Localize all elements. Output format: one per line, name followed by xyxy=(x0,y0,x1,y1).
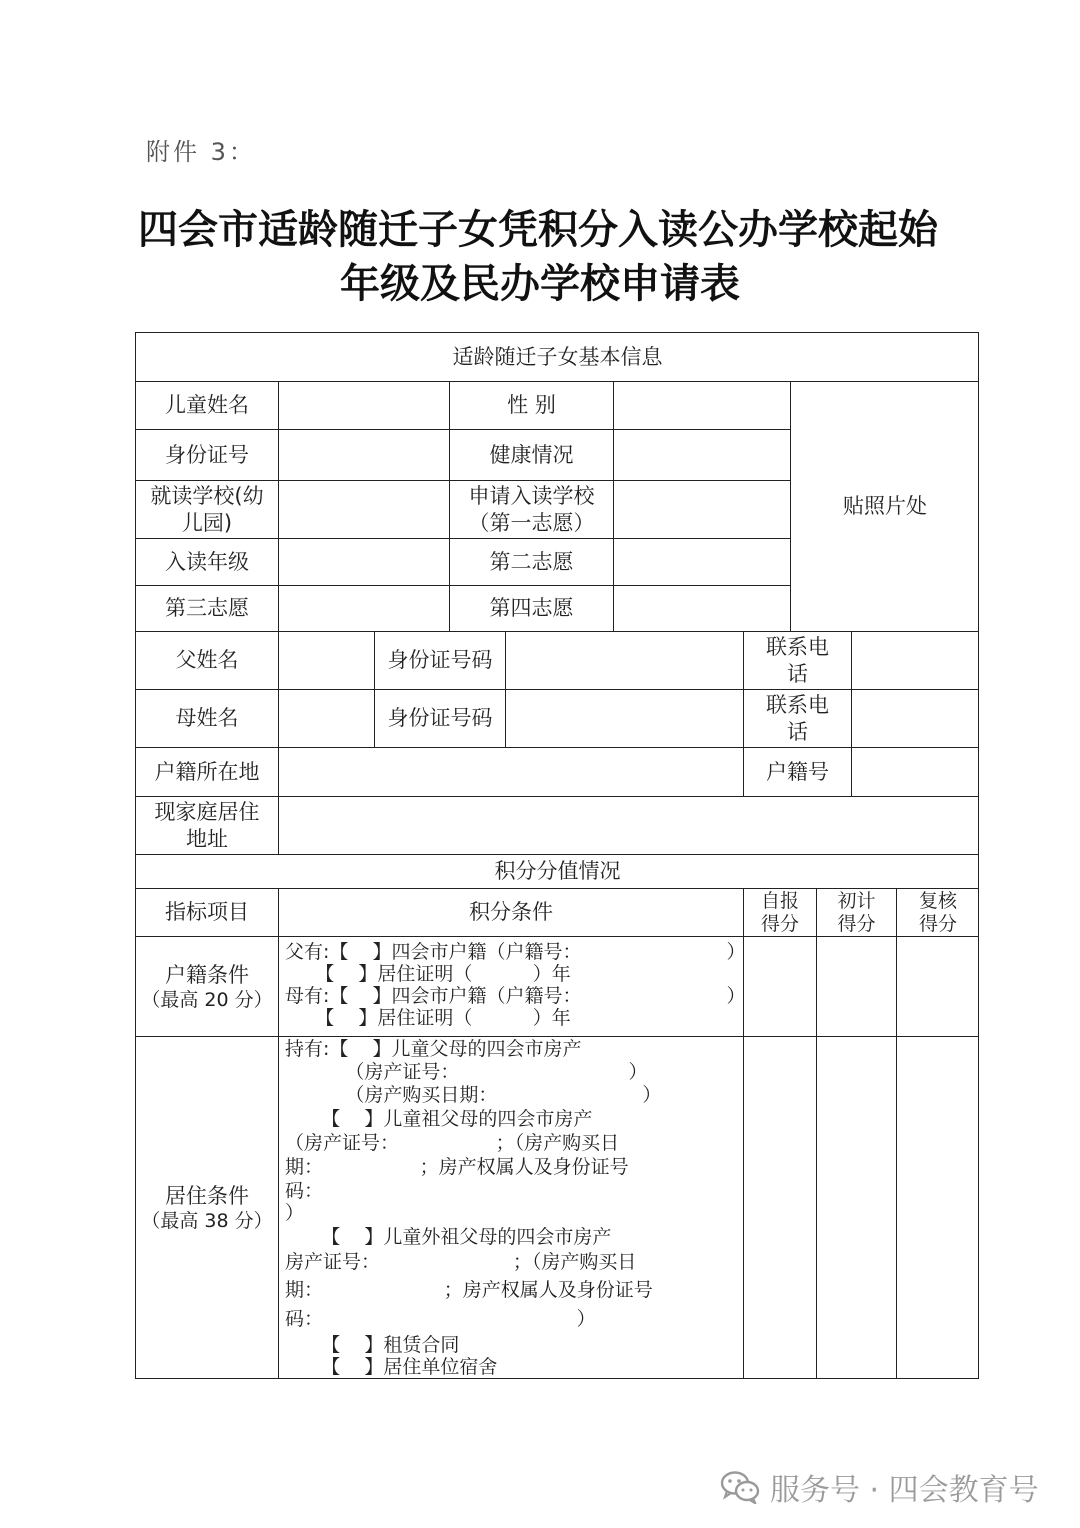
residence-line: 【 】儿童外祖父母的四会市房产 xyxy=(285,1226,612,1248)
photo-box: 贴照片处 xyxy=(790,381,979,631)
form-title-line-2: 年级及民办学校申请表 xyxy=(340,261,740,307)
field-id-number[interactable] xyxy=(278,429,449,480)
residence-line: 期： ；房产权属人及身份证号 xyxy=(285,1156,629,1178)
hukou-line: 【 】居住证明（ ）年 xyxy=(285,1007,571,1029)
col-header-item: 指标项目 xyxy=(135,888,278,936)
label-third-choice: 第三志愿 xyxy=(135,585,278,631)
hukou-condition-item xyxy=(135,936,278,1036)
label-father-phone: 联系电话 xyxy=(743,631,851,689)
hukou-line: 父有:【 】四会市户籍（户籍号： ） xyxy=(285,941,746,963)
residence-line: 【 】居住单位宿舍 xyxy=(285,1356,498,1378)
hukou-item-label: 户籍条件 xyxy=(165,962,249,987)
field-home-address[interactable] xyxy=(278,796,979,854)
label-gender: 性 别 xyxy=(449,381,613,429)
field-father-name[interactable] xyxy=(278,631,374,689)
residence-initial-score[interactable] xyxy=(816,1036,896,1379)
residence-self-score[interactable] xyxy=(743,1036,816,1379)
field-grade[interactable] xyxy=(278,538,449,585)
residence-condition-item xyxy=(135,1036,278,1379)
hukou-initial-score[interactable] xyxy=(816,936,896,1036)
label-mother-phone: 联系电话 xyxy=(743,689,851,747)
residence-line: 【 】儿童祖父母的四会市房产 xyxy=(285,1108,593,1130)
field-child-name[interactable] xyxy=(278,381,449,429)
field-mother-phone[interactable] xyxy=(851,689,979,747)
hukou-self-score[interactable] xyxy=(743,936,816,1036)
residence-line: 码： ） xyxy=(285,1308,596,1330)
label-mother-id: 身份证号码 xyxy=(374,689,505,747)
hukou-item-max: （最高 20 分） xyxy=(141,988,273,1011)
residence-item-max: （最高 38 分） xyxy=(141,1210,273,1232)
residence-line: （房产证号： ） xyxy=(285,1061,648,1083)
field-health[interactable] xyxy=(613,429,790,480)
residence-review-score[interactable] xyxy=(896,1036,979,1379)
residence-line: 【 】租赁合同 xyxy=(285,1334,460,1356)
residence-line: 码： xyxy=(285,1180,324,1202)
form-title-line-1: 四会市适龄随迁子女凭积分入读公办学校起始 xyxy=(138,207,938,253)
label-apply-school: 申请入读学校（第一志愿） xyxy=(449,480,613,538)
label-hukou-number: 户籍号 xyxy=(743,747,851,796)
attachment-label: 附件 3： xyxy=(146,138,256,166)
label-grade: 入读年级 xyxy=(135,538,278,585)
score-section-title: 积分分值情况 xyxy=(135,854,979,888)
col-header-self-score: 自报得分 xyxy=(743,888,816,936)
label-health: 健康情况 xyxy=(449,429,613,480)
label-second-choice: 第二志愿 xyxy=(449,538,613,585)
field-father-id[interactable] xyxy=(505,631,743,689)
label-fourth-choice: 第四志愿 xyxy=(449,585,613,631)
label-home-address: 现家庭居住地址 xyxy=(135,796,278,854)
basic-info-section-title: 适龄随迁子女基本信息 xyxy=(135,332,979,381)
wechat-icon xyxy=(720,1470,760,1504)
label-hukou-location: 户籍所在地 xyxy=(135,747,278,796)
col-header-initial-score: 初计得分 xyxy=(816,888,896,936)
residence-line: ） xyxy=(285,1202,305,1224)
residence-line: （房产购买日期： ） xyxy=(285,1084,662,1106)
residence-line: 持有:【 】儿童父母的四会市房产 xyxy=(285,1038,582,1060)
residence-line: 房产证号： ；（房产购买日 xyxy=(285,1251,637,1273)
field-mother-id[interactable] xyxy=(505,689,743,747)
residence-line: 期： ；房产权属人及身份证号 xyxy=(285,1279,653,1301)
col-header-condition: 积分条件 xyxy=(278,888,743,936)
hukou-line: 母有:【 】四会市户籍（户籍号： ） xyxy=(285,985,746,1007)
label-child-name: 儿童姓名 xyxy=(135,381,278,429)
label-father-name: 父姓名 xyxy=(135,631,278,689)
residence-item-label: 居住条件 xyxy=(165,1184,249,1208)
field-apply-school[interactable] xyxy=(613,480,790,538)
field-third-choice[interactable] xyxy=(278,585,449,631)
field-current-school[interactable] xyxy=(278,480,449,538)
label-mother-name: 母姓名 xyxy=(135,689,278,747)
field-mother-name[interactable] xyxy=(278,689,374,747)
field-second-choice[interactable] xyxy=(613,538,790,585)
field-fourth-choice[interactable] xyxy=(613,585,790,631)
hukou-condition-text xyxy=(285,941,746,1033)
col-header-review-score: 复核得分 xyxy=(896,888,979,936)
watermark xyxy=(720,1465,1039,1509)
label-father-id: 身份证号码 xyxy=(374,631,505,689)
residence-condition-text xyxy=(285,1038,740,1376)
hukou-line: 【 】居住证明（ ）年 xyxy=(285,963,571,985)
hukou-review-score[interactable] xyxy=(896,936,979,1036)
label-id-number: 身份证号 xyxy=(135,429,278,480)
field-hukou-number[interactable] xyxy=(851,747,979,796)
residence-line: （房产证号： ；（房产购买日 xyxy=(285,1132,620,1154)
watermark-text: 服务号 · 四会教育号 xyxy=(770,1473,1039,1508)
label-current-school: 就读学校(幼儿园) xyxy=(135,480,278,538)
field-hukou-location[interactable] xyxy=(278,747,743,796)
field-father-phone[interactable] xyxy=(851,631,979,689)
field-gender[interactable] xyxy=(613,381,790,429)
